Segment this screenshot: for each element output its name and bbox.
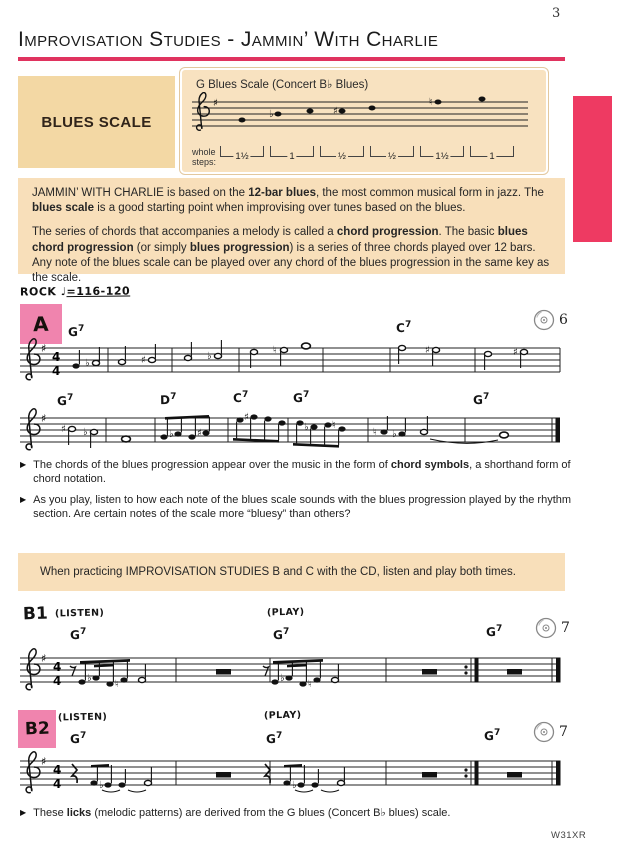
section-a-notes (20, 458, 572, 527)
cd-track-marker (534, 616, 570, 640)
svg-text:♯: ♯ (141, 355, 146, 366)
tie-slur (128, 790, 146, 792)
chord-symbol: $D^7$ (159, 391, 177, 408)
svg-text:♭: ♭ (207, 351, 212, 362)
svg-text:♭: ♭ (304, 422, 309, 433)
whole-rest (216, 772, 231, 778)
whole-rest (507, 669, 522, 675)
play-annotation: (PLAY) (263, 709, 302, 722)
intro-paragraph-2: The series of chords that accompanies a melody is called a chord progression. The basic blues chord progression (or simply blues progression) is a series of three chords played over 12 bars. Any note of the blues scale can be played over any chord of the blues progression in the same key as the scale. (32, 226, 550, 284)
svg-text:♮: ♮ (332, 420, 336, 431)
svg-text:♯: ♯ (244, 412, 249, 423)
cd-icon (532, 308, 556, 332)
blues-scale-heading-box (18, 76, 175, 168)
blues-scale-heading: BLUES SCALE (41, 113, 152, 131)
treble-clef-icon (26, 409, 40, 450)
step-bracket: 1 (470, 146, 514, 157)
page-number: 3 (552, 6, 561, 21)
svg-text:♯: ♯ (61, 424, 66, 435)
chord-symbol: $G^7$ (67, 323, 85, 340)
chord-symbol: $G^7$ (472, 391, 490, 408)
cd-track-marker (532, 720, 568, 744)
tie-slur (295, 790, 313, 792)
time-signature-top: 4 (52, 350, 61, 364)
scale-staff (190, 92, 530, 142)
chord-symbol: $G^7$ (483, 727, 501, 744)
final-barline (556, 761, 561, 786)
svg-text:♭: ♭ (392, 429, 397, 440)
intro-text-box (18, 178, 565, 284)
section-b2-label: B2 (24, 718, 50, 740)
time-signature-bottom: 4 (52, 364, 61, 378)
key-signature-sharp: ♯ (41, 342, 47, 355)
step-bracket: ½ (370, 146, 414, 157)
cd-track-number: 7 (559, 724, 568, 740)
chord-symbol: $C^7$ (395, 319, 412, 336)
section-b-note (20, 806, 572, 826)
cd-icon (532, 720, 556, 744)
key-signature-sharp: ♯ (213, 98, 218, 109)
section-b2-label-box (18, 710, 56, 748)
eighth-rest (70, 666, 76, 676)
title-rule (18, 57, 565, 61)
chord-symbol: $G^7$ (56, 392, 74, 409)
tie-slur (102, 790, 120, 792)
treble-clef-icon (26, 649, 40, 690)
svg-text:♯: ♯ (513, 347, 518, 358)
svg-text:♭: ♭ (85, 358, 90, 369)
key-signature-sharp: ♯ (41, 652, 47, 665)
time-signature-top: 4 (53, 660, 62, 674)
treble-clef-icon (26, 339, 40, 380)
listen-annotation: (LISTEN) (54, 607, 105, 620)
tempo-marking: ROCK ♩=116-120 (19, 284, 131, 299)
catalog-code: W31XR (551, 830, 587, 841)
quarter-note-icon: ♩ (60, 285, 67, 299)
whole-rest (507, 772, 522, 778)
cd-icon (534, 616, 558, 640)
svg-text:♭: ♭ (83, 427, 88, 438)
chord-symbol: $G^7$ (69, 626, 87, 643)
staff-b2 (18, 746, 563, 808)
natural-accidental: ♮ (429, 97, 433, 108)
chord-symbol: $G^7$ (69, 730, 87, 747)
chord-symbol: $G^7$ (485, 623, 503, 640)
svg-text:♭: ♭ (292, 780, 297, 791)
svg-text:♭: ♭ (169, 429, 174, 440)
play-annotation: (PLAY) (266, 606, 305, 619)
page-edge-tab (573, 96, 612, 242)
scale-caption: G Blues Scale (Concert B♭ Blues) (196, 79, 369, 91)
bullet-arrow-icon: ▶ (20, 494, 27, 504)
svg-text:♯: ♯ (197, 428, 202, 439)
whole-steps-row (192, 146, 520, 168)
chord-symbol: $C^7$ (232, 389, 249, 406)
repeat-barline (475, 658, 479, 683)
whole-steps-label: whole steps: (192, 147, 217, 167)
whole-rest (216, 669, 231, 675)
bullet-item: ▶ These licks (melodic patterns) are derived from the G blues (Concert B♭ blues) scale. (20, 807, 451, 819)
intro-paragraph-1: JAMMIN’ WITH CHARLIE is based on the 12-bar blues, the most common musical form in jazz. The blues scale is a good starting point when improvising over tunes based on the blues. (32, 187, 544, 215)
notes (72, 764, 522, 792)
time-signature-top: 4 (53, 763, 62, 777)
staff-a-line2 (18, 404, 563, 464)
bullet-arrow-icon: ▶ (20, 460, 27, 469)
svg-text:♮: ♮ (308, 679, 312, 690)
scale-example-panel (180, 68, 548, 174)
time-signature-bottom: 4 (53, 777, 62, 791)
whole-rest (422, 772, 437, 778)
key-signature-sharp: ♯ (41, 412, 47, 425)
sharp-accidental: ♯ (333, 106, 338, 117)
scale-notes (239, 97, 486, 123)
cd-practice-note: When practicing IMPROVISATION STUDIES B and C with the CD, listen and play both times. (18, 553, 565, 591)
cd-track-number: 7 (561, 620, 570, 636)
bullet-item: ▶ The chords of the blues progression appear over the music in the form of chord symbols, a shorthand form of chord notation. (20, 459, 571, 486)
treble-clef-icon (26, 752, 40, 793)
whole-rest (422, 669, 437, 675)
svg-text:♯: ♯ (425, 345, 430, 356)
svg-text:♮: ♮ (273, 345, 277, 356)
svg-text:♮: ♮ (115, 679, 119, 690)
key-signature-sharp: ♯ (41, 755, 47, 768)
tie-slur (430, 439, 498, 443)
bullet-item: ▶ As you play, listen to how each note of the blues scale sounds with the blues progression played by the rhythm section. Are certain notes of the scale more “bluesy” than others? (20, 493, 572, 520)
step-bracket: 1½ (220, 146, 264, 157)
staff-b1 (18, 642, 563, 706)
time-signature-bottom: 4 (53, 674, 62, 688)
cd-track-marker (532, 308, 568, 332)
listen-annotation: (LISTEN) (57, 711, 108, 724)
step-bracket: 1 (270, 146, 314, 157)
final-barline (556, 658, 561, 683)
eighth-rest (263, 666, 269, 676)
flat-accidental: ♭ (269, 109, 274, 120)
svg-text:♭: ♭ (87, 673, 92, 684)
chord-symbol: $G^7$ (292, 389, 310, 406)
svg-text:♭: ♭ (280, 673, 285, 684)
chord-symbol: $G^7$ (265, 730, 283, 747)
svg-text:♮: ♮ (373, 427, 377, 438)
repeat-barline (475, 761, 479, 786)
section-a-label: A (32, 311, 50, 337)
section-b1-label: B1 (22, 603, 49, 625)
tie-slur (321, 790, 339, 792)
staff-a-line1 (18, 336, 563, 394)
step-bracket: ½ (320, 146, 364, 157)
cd-track-number: 6 (559, 312, 568, 328)
treble-clef-icon (197, 93, 210, 131)
bullet-arrow-icon: ▶ (20, 808, 27, 817)
final-barline (556, 418, 561, 443)
page-title: Improvisation Studies - Jammin’ With Charlie (18, 28, 439, 51)
step-bracket: 1½ (420, 146, 464, 157)
chord-symbol: $G^7$ (272, 626, 290, 643)
svg-text:♭: ♭ (99, 780, 104, 791)
